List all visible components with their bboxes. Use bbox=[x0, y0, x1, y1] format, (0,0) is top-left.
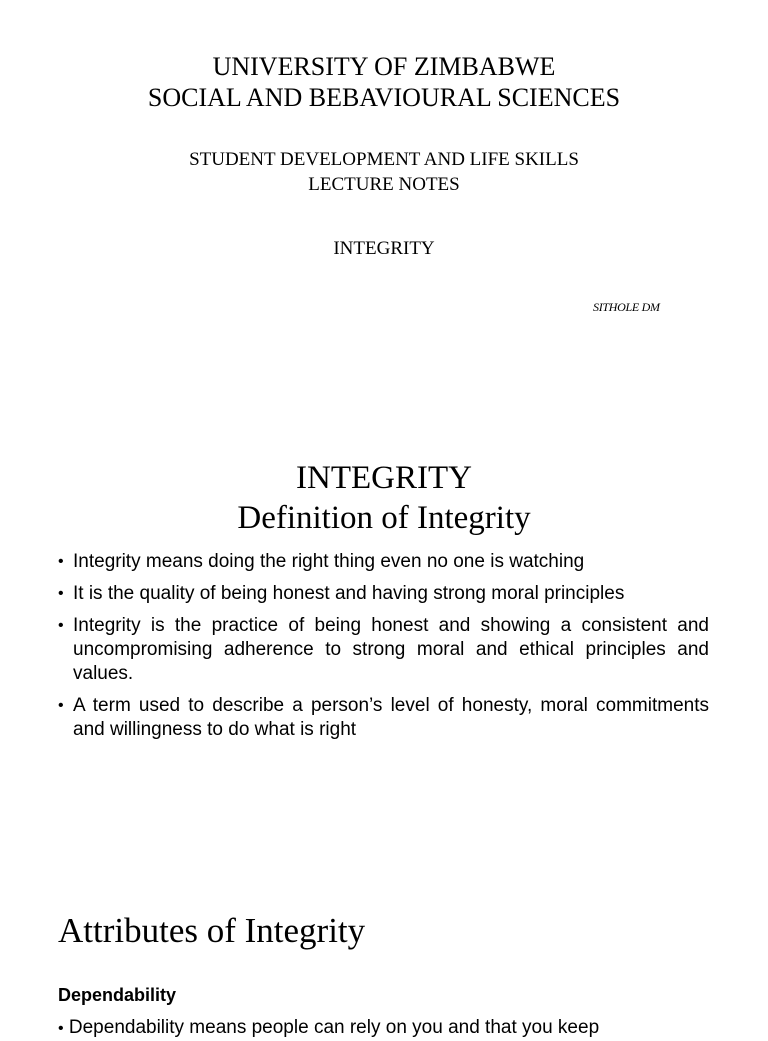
bullet-text: It is the quality of being honest and having strong moral principles bbox=[73, 583, 625, 604]
bullet-dot-icon: • bbox=[58, 585, 64, 602]
attributes-slide bbox=[0, 850, 768, 1038]
topic-title: INTEGRITY bbox=[333, 238, 435, 259]
author-name: SITHOLE DM bbox=[593, 300, 660, 314]
notes-label: LECTURE NOTES bbox=[308, 174, 460, 195]
bullet-item bbox=[58, 694, 709, 742]
title-slide bbox=[0, 0, 768, 410]
definition-slide bbox=[0, 410, 768, 850]
university-name: UNIVERSITY OF ZIMBABWE bbox=[212, 52, 556, 81]
partial-bullet-item bbox=[58, 1016, 709, 1041]
course-title: STUDENT DEVELOPMENT AND LIFE SKILLS bbox=[189, 149, 579, 170]
bullet-item bbox=[58, 582, 709, 606]
slide-subtitle: Definition of Integrity bbox=[237, 500, 531, 536]
faculty-name: SOCIAL AND BEBAVIOURAL SCIENCES bbox=[147, 83, 621, 112]
attributes-title: Attributes of Integrity bbox=[58, 911, 366, 950]
bullet-text: A term used to describe a person’s level of honesty, moral commitments and willingness to do what is right bbox=[73, 695, 709, 740]
definition-bullet-list bbox=[58, 550, 709, 750]
bullet-dot-icon: • bbox=[58, 617, 64, 634]
bullet-dot-icon: • bbox=[58, 553, 64, 570]
bullet-text: Integrity means doing the right thing even no one is watching bbox=[73, 551, 585, 572]
attribute-heading: Dependability bbox=[58, 985, 177, 1005]
bullet-dot-icon: • bbox=[58, 697, 64, 714]
bullet-text: Integrity is the practice of being honest and showing a consistent and uncompromising adherence to strong moral and ethical principles and values. bbox=[73, 615, 709, 684]
partial-bullet-text: Dependability means people can rely on you and that you keep bbox=[68, 1017, 600, 1038]
bullet-item bbox=[58, 550, 709, 574]
bullet-item bbox=[58, 614, 709, 686]
slide-title: INTEGRITY bbox=[296, 460, 472, 496]
bullet-dot-icon: • bbox=[58, 1020, 64, 1037]
